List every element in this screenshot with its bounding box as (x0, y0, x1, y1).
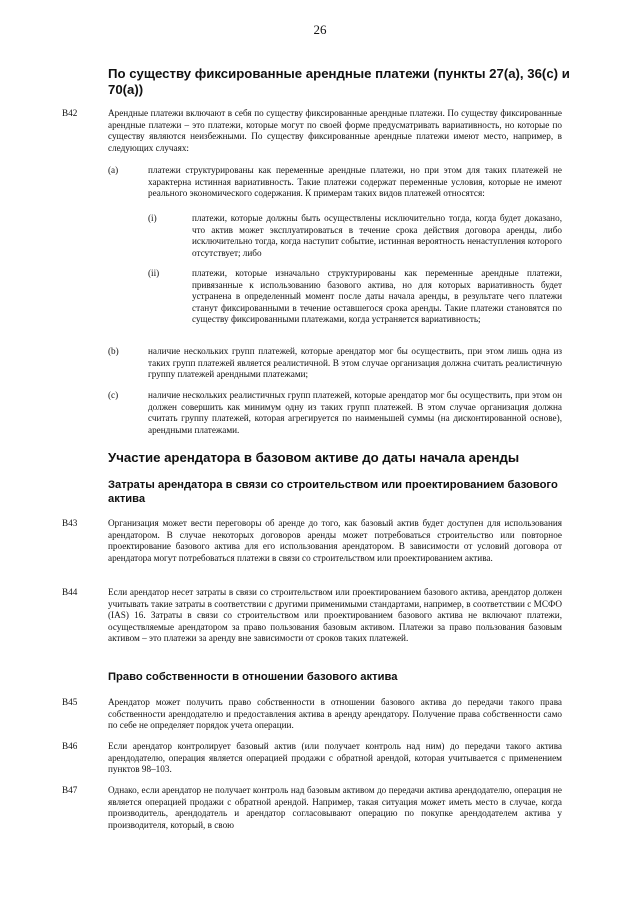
sub-item-i (148, 213, 562, 259)
paragraph-text: Если арендатор контролирует базовый актив (или получает контроль над ним) до передачи такого актива арендодателю, операция является операцией продажи с обратной арендой, которая учитывается с применением пунктов 98–103. (108, 741, 562, 775)
list-item-label: (a) (108, 165, 119, 175)
sub-item-text: платежи, которые должны быть осуществлены исключительно тогда, когда будет доказано, что актив может эксплуатироваться в течение срока действия договора аренды, либо исключительно тогда, когда наступит событие, истинная вероятность ненаступления которого отсутствует; либо (192, 213, 562, 258)
paragraph-number: B47 (62, 785, 78, 795)
paragraph-b47 (62, 785, 562, 831)
sub-item-label: (ii) (148, 268, 160, 278)
list-item-b (108, 346, 562, 381)
paragraph-number: B44 (62, 587, 78, 597)
subheading-construction-costs: Затраты арендатора в связи со строительством или проектированием базового актива (108, 479, 558, 505)
paragraph-number: B45 (62, 697, 78, 707)
paragraph-b45 (62, 697, 562, 732)
paragraph-text: Однако, если арендатор не получает контроль над базовым активом до передачи актива арендодателю, операция не является операцией продажи с обратной арендой. Например, такая ситуация может иметь место в случае, когда производитель, арендодатель и арендатор согласовывают операцию по покупке арендодателем актива у производителя, который, в свою (108, 785, 562, 830)
paragraph-text: Арендатор может получить право собственности в отношении базового актива до передачи такого права собственности арендодателю и предоставления актива в аренду арендатору. Получение права собственности само по себе не определяет порядок учета операции. (108, 697, 562, 731)
paragraph-text: Арендные платежи включают в себя по существу фиксированные арендные платежи. По существу фиксированные арендные платежи – это платежи, которые могут по своей форме предусматривать вариативность, но которые по существу являются неизбежными. По существу фиксированные арендные платежи имеют место, например, в следующих случаях: (108, 108, 562, 153)
section-heading-lessee-involvement: Участие арендатора в базовом активе до даты начала аренды (108, 450, 520, 465)
paragraph-b43 (62, 518, 562, 564)
list-item-label: (b) (108, 346, 119, 356)
sub-item-label: (i) (148, 213, 157, 223)
paragraph-number: B46 (62, 741, 78, 751)
list-item-text: наличие нескольких групп платежей, которые арендатор мог бы осуществить, при этом лишь одна из таких групп платежей является реалистичной. В этом случае организация должна считать реалистичную группу платежей арендными платежами; (148, 346, 562, 380)
section-heading-fixed-payments: По существу фиксированные арендные платежи (пункты 27(а), 36(с) и 70(а)) (108, 66, 570, 97)
paragraph-number: B43 (62, 518, 78, 528)
sub-item-ii (148, 268, 562, 326)
paragraph-number: B42 (62, 108, 78, 118)
paragraph-b46 (62, 741, 562, 776)
paragraph-b42 (62, 108, 562, 154)
list-item-label: (c) (108, 390, 119, 400)
paragraph-text: Организация может вести переговоры об аренде до того, как базовый актив будет доступен для использования арендатором. В случае некоторых договоров аренды может потребоваться строительство или повторное проектирование базового актива для его использования арендатором. В зависимости от условий договора от арендатора могут потребоваться платежи в связи со строительством или проектированием актива. (108, 518, 562, 563)
list-item-c (108, 390, 562, 436)
paragraph-b44 (62, 587, 562, 645)
paragraph-text: Если арендатор несет затраты в связи со строительством или проектированием базового актива, арендатор должен учитывать такие затраты в соответствии с другими применимыми стандартами, например, в соответствии с МСФО (IAS) 16. Затраты в связи со строительством или проектированием базового актива не включают платежи, осуществляемые арендатором за право пользования базовым активом. Платежи за право пользования базовым активом – это платежи за аренду вне зависимости от сроков таких платежей. (108, 587, 562, 644)
list-item-a (108, 165, 562, 200)
sub-item-text: платежи, которые изначально структурированы как переменные арендные платежи, привязанные к использованию базового актива, но для которых вариативность будет устранена в определенный момент после даты начала аренды, в результате чего платежи станут фиксированными в течение оставшегося срока аренды. Такие платежи становятся по существу фиксированными платежами, когда устраняется вариативность; (192, 268, 562, 325)
list-item-text: платежи структурированы как переменные арендные платежи, но при этом для таких платежей не характерна истинная вариативность. Такие платежи содержат переменные условия, которые не имеют реального экономического содержания. К примерам таких видов платежей относятся: (148, 165, 562, 199)
list-item-text: наличие нескольких реалистичных групп платежей, которые арендатор мог бы осуществить, при этом он должен совершить как минимум одну из таких групп платежей. В этом случае организация должна считать группу платежей, которая агрегируется по наименьшей суммы (на дисконтированной основе), арендными платежами. (148, 390, 562, 435)
subheading-legal-title: Право собственности в отношении базового актива (108, 671, 398, 683)
page-number: 26 (313, 22, 327, 37)
